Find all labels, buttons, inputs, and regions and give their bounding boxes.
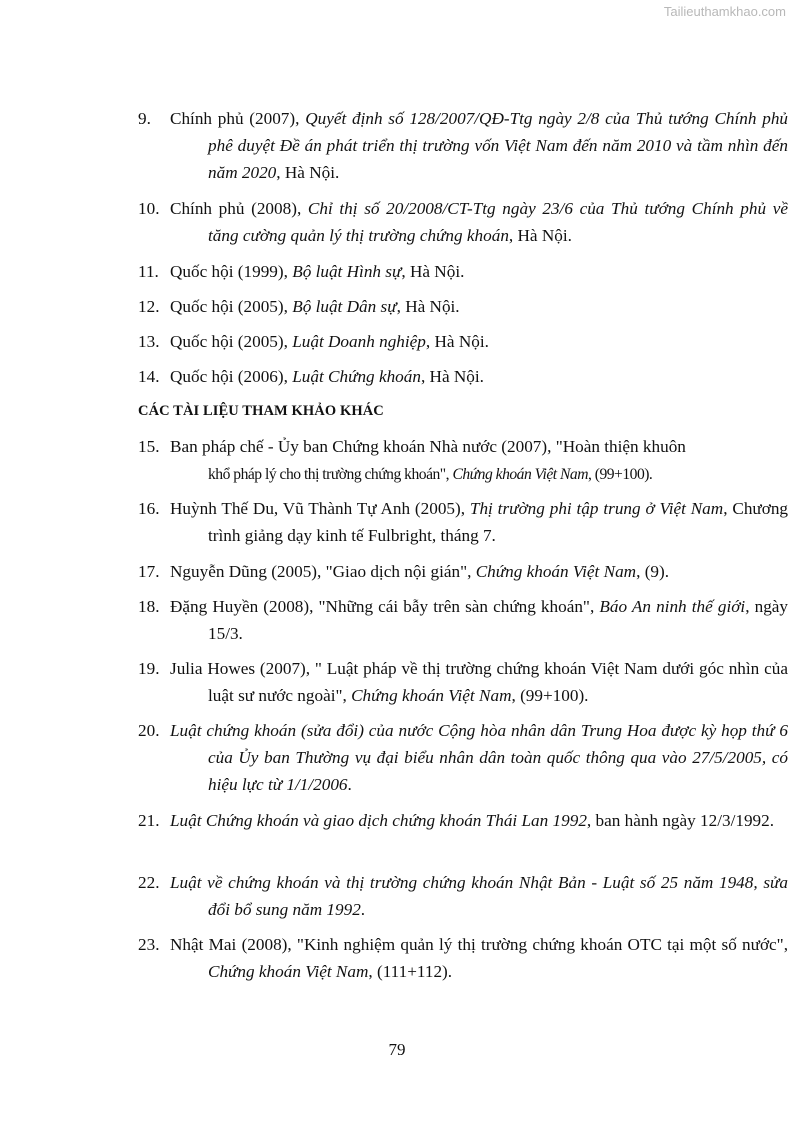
reference-item [138,717,788,798]
reference-title: Luật Doanh nghiệp [292,332,426,351]
reference-title: Luật Chứng khoán [292,367,421,386]
reference-title: Chỉ thị số 20/2008/CT-Ttg ngày 23/6 của Thủ tướng Chính phủ về tăng cường quản lý thị trường chứng khoán [208,199,789,245]
reference-author: Quốc hội (2005), [170,297,293,316]
reference-suffix: , Hà Nội. [425,332,489,351]
reference-item [138,328,788,355]
reference-author: Nhật Mai (2008), "Kinh nghiệm quản lý thị trường chứng khoán OTC tại một số nước", [170,935,788,954]
reference-number: 15. [138,437,160,456]
reference-title: Bộ luật Dân sự [292,297,397,316]
reference-item [138,433,788,488]
reference-number: 9. [138,109,151,128]
reference-number: 16. [138,499,160,518]
reference-suffix: , ngày 15/3. [208,597,789,643]
reference-suffix: , (111+112). [368,962,453,981]
reference-author: Quốc hội (2005), [170,332,293,351]
reference-number: 20. [138,721,160,740]
reference-suffix: , Hà Nội. [396,297,460,316]
reference-number: 17. [138,562,160,581]
reference-number: 22. [138,873,160,892]
reference-journal: Chứng khoán Việt Nam [452,466,588,483]
reference-item [138,195,788,249]
reference-suffix: , Chương trình giảng dạy kinh tế Fulbright, tháng 7. [208,499,789,545]
watermark: Tailieuthamkhao.com [663,4,786,19]
reference-author: Chính phủ (2008), [170,199,308,218]
reference-title: Luật Chứng khoán và giao dịch chứng khoán Thái Lan 1992 [170,811,587,830]
reference-item [138,655,788,709]
reference-item [138,495,788,549]
reference-title: Luật về chứng khoán và thị trường chứng khoán Nhật Bản - Luật số 25 năm 1948, sửa đổi bổ sung năm 1992 [170,873,788,919]
reference-item [138,105,788,186]
reference-title: Bộ luật Hình sự [292,262,402,281]
reference-number: 19. [138,659,160,678]
reference-suffix: , (9). [636,562,670,581]
reference-item [138,807,788,834]
reference-journal: Báo An ninh thế giới [599,597,746,616]
reference-item [138,593,788,647]
reference-title: Quyết định số 128/2007/QĐ-Ttg ngày 2/8 của Thủ tướng Chính phủ phê duyệt Đề án phát triển thị trường vốn Việt Nam đến năm 2010 và tầm nhìn đến năm 2020 [208,109,789,182]
page-number: 79 [388,1040,406,1059]
reference-number: 14. [138,367,160,386]
reference-item [138,931,788,985]
reference-suffix: , (99+100). [587,466,653,483]
reference-item [138,293,788,320]
reference-item [138,258,788,285]
reference-suffix: . [347,775,352,794]
reference-author: Huỳnh Thế Du, Vũ Thành Tự Anh (2005), [170,499,470,518]
reference-suffix: , Hà Nội. [276,163,340,182]
reference-author: Chính phủ (2007), [170,109,306,128]
reference-title: Thị trường phi tập trung ở Việt Nam [469,499,724,518]
reference-number: 21. [138,811,160,830]
reference-number: 13. [138,332,160,351]
reference-number: 11. [138,262,159,281]
reference-item [138,558,788,585]
section-heading: CÁC TÀI LIỆU THAM KHẢO KHÁC [138,403,384,419]
reference-item [138,869,788,923]
reference-number: 18. [138,597,160,616]
reference-author: Quốc hội (2006), [170,367,293,386]
reference-author: Ban pháp chế - Ủy ban Chứng khoán Nhà nước (2007), "Hoàn thiện khuôn [170,437,686,456]
reference-suffix: , (99+100). [511,686,589,705]
reference-number: 10. [138,199,160,218]
reference-title-quoted: khổ pháp lý cho thị trường chứng khoán", [208,466,453,483]
reference-journal: Chứng khoán Việt Nam [208,962,369,981]
reference-item [138,363,788,390]
reference-journal: Chứng khoán Việt Nam [475,562,637,581]
reference-number: 23. [138,935,160,954]
reference-title: Luật chứng khoán (sửa đổi) của nước Cộng hòa nhân dân Trung Hoa được kỳ họp thứ 6 của Ủy ban Thường vụ đại biểu nhân dân toàn quốc thông qua vào 27/5/2005, có hiệu lực từ 1/1/2006 [170,721,788,794]
reference-author: Julia Howes (2007), " Luật pháp về thị trường chứng khoán Việt Nam dưới góc nhìn của luật sư nước ngoài", [170,659,788,705]
reference-suffix: , Hà Nội. [401,262,465,281]
reference-number: 12. [138,297,160,316]
reference-suffix: , Hà Nội. [420,367,484,386]
reference-author: Nguyễn Dũng (2005), "Giao dịch nội gián", [170,562,476,581]
reference-suffix: , ban hành ngày 12/3/1992. [586,811,775,830]
reference-suffix: . [360,900,366,919]
reference-journal: Chứng khoán Việt Nam [351,686,512,705]
reference-author: Quốc hội (1999), [170,262,293,281]
reference-author: Đặng Huyền (2008), "Những cái bẫy trên sàn chứng khoán", [170,597,600,616]
reference-suffix: , Hà Nội. [508,226,572,245]
